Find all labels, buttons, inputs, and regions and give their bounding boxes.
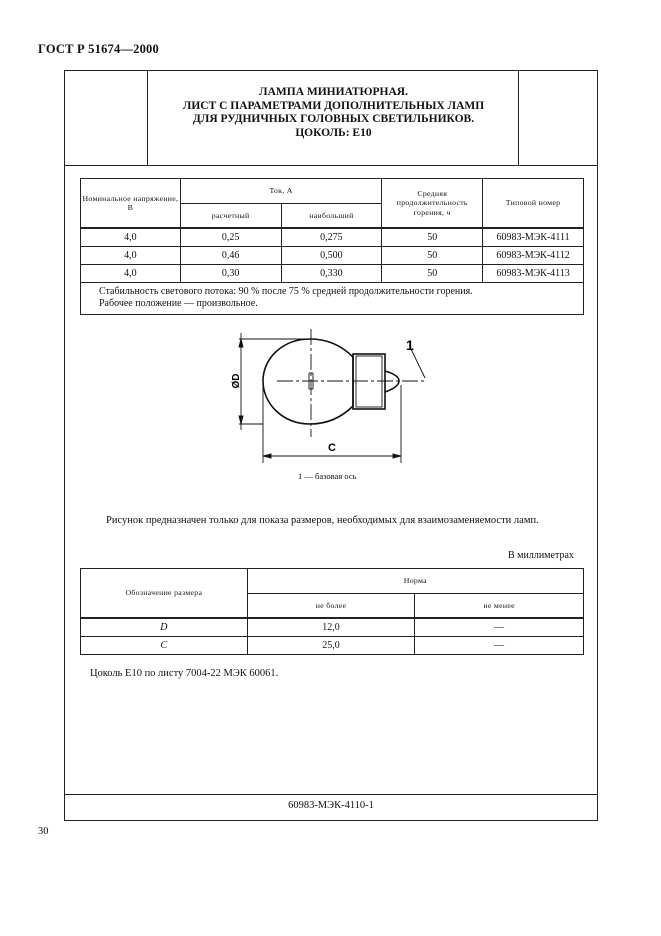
cell-voltage: 4,0 [81,247,181,265]
header-voltage: Номинальное напряжение, В [81,179,181,229]
document-code: ГОСТ Р 51674—2000 [38,42,159,56]
figure-caption: 1 — базовая ось [298,471,357,481]
title-line-4: ЦОКОЛЬ: Е10 [295,126,372,139]
callout-1-label: 1 [406,337,414,353]
cell-current-calc: 0,25 [180,228,281,247]
header-current-calc: расчетный [180,204,281,229]
cell-current-calc: 0,30 [180,265,281,283]
table-row [81,228,584,247]
dimensions-table [80,568,584,655]
cell-min: — [415,637,584,655]
footer-divider [64,794,598,795]
cell-life: 50 [382,247,483,265]
note-position: Рабочее положение — произвольное. [99,298,258,309]
header-norm: Норма [247,569,583,594]
cell-current-max: 0,330 [281,265,382,283]
table-row [81,618,584,637]
cell-designation: C [81,637,248,655]
header-life: Средняя продолжительность горения, ч [382,179,483,229]
header-designation: Обозначение размера [81,569,248,619]
table-row [81,265,584,283]
cell-current-calc: 0,46 [180,247,281,265]
lamp-contact [385,371,399,392]
header-max: не более [247,594,415,619]
sheet-title [148,86,519,140]
cell-type: 60983-МЭК-4112 [483,247,584,265]
title-line-2: ЛИСТ С ПАРАМЕТРАМИ ДОПОЛНИТЕЛЬНЫХ ЛАМП [182,99,485,112]
lamp-drawing [225,325,435,465]
cell-max: 12,0 [247,618,415,637]
cell-life: 50 [382,265,483,283]
cell-voltage: 4,0 [81,228,181,247]
title-line-1: ЛАМПА МИНИАТЮРНАЯ. [259,86,408,98]
cell-current-max: 0,275 [281,228,382,247]
lamp-bulb-outline [263,339,353,424]
table-notes [81,283,584,315]
title-line-3: ДЛЯ РУДНИЧНЫХ ГОЛОВНЫХ СВЕТИЛЬНИКОВ. [192,113,475,125]
page-number: 30 [38,826,49,837]
cell-designation: D [81,618,248,637]
cell-life: 50 [382,228,483,247]
cell-max: 25,0 [247,637,415,655]
table-row [81,247,584,265]
cell-min: — [415,618,584,637]
header-min: не менее [415,594,584,619]
cell-type: 60983-МЭК-4111 [483,228,584,247]
sheet-footer-code: 60983-МЭК-4110-1 [288,800,374,811]
header-current-max: наибольший [281,204,382,229]
note-stability: Стабильность светового потока: 90 % после 75 % средней продолжительности горения. [99,286,473,297]
dimension-d-label: ØD [231,373,242,389]
base-reference-paragraph: Цоколь Е10 по листу 7004-22 МЭК 60061. [90,668,279,679]
dimension-c-label: C [328,442,336,454]
header-type: Типовой номер [483,179,584,229]
lamp-base [353,354,385,409]
header-current: Ток, А [180,179,382,204]
cell-current-max: 0,500 [281,247,382,265]
parameters-table [80,178,584,315]
units-label: В миллиметрах [508,550,574,561]
table-row [81,637,584,655]
cell-type: 60983-МЭК-4113 [483,265,584,283]
cell-voltage: 4,0 [81,265,181,283]
figure-note-paragraph: Рисунок предназначен только для показа размеров, необходимых для взаимозаменяемости ламп. [106,515,539,526]
